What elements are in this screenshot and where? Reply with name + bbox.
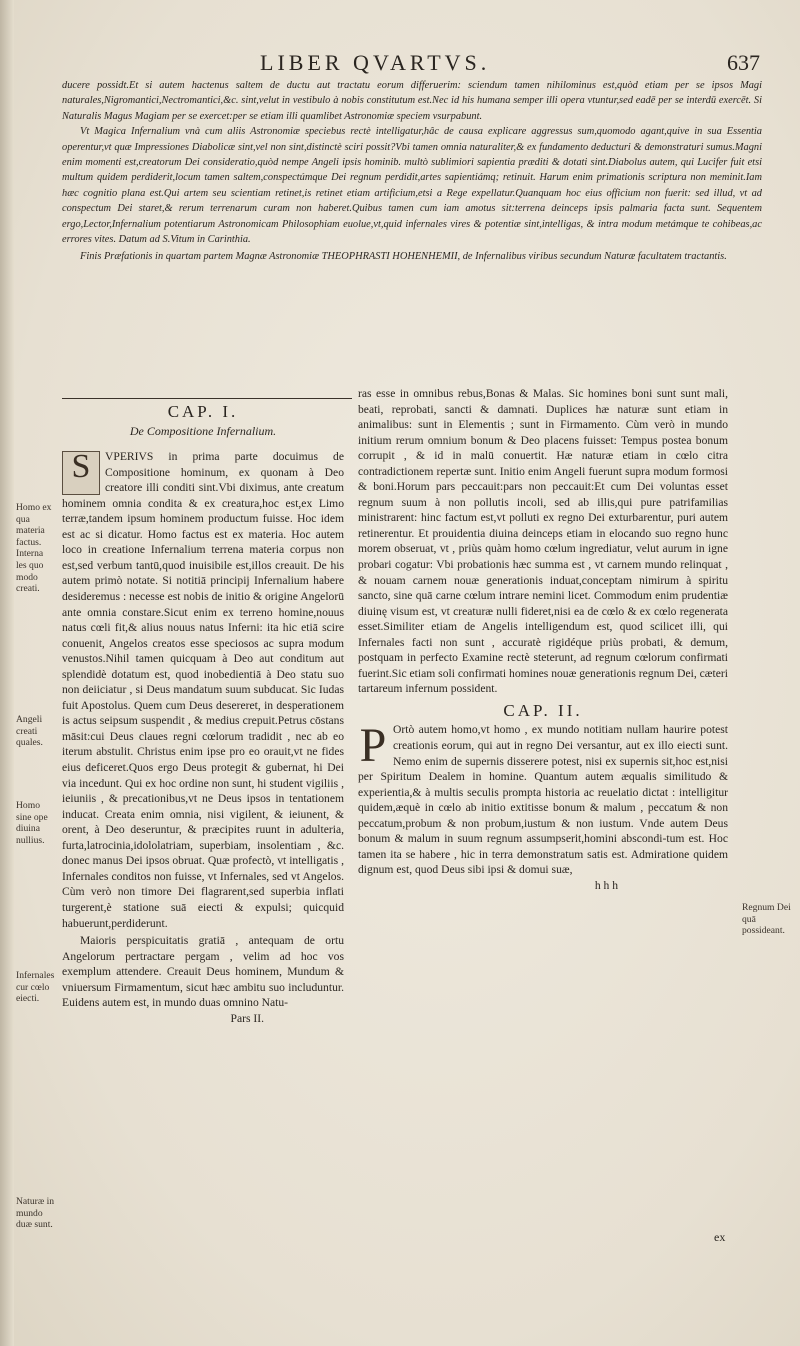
catchword-right: ex xyxy=(714,1230,726,1244)
chapter-body xyxy=(358,719,728,877)
preface-rubric: Finis Præfationis in quartam partem Magnæ Astronomiæ THEOPHRASTI HOHENHEMII, de Infernalibus viribus secundum Naturæ facultatem tractantis. xyxy=(80,251,727,263)
page-gutter-shadow xyxy=(0,0,14,1346)
preface-text xyxy=(62,78,762,265)
dropcap-initial: P xyxy=(359,719,387,773)
chapter-body xyxy=(62,449,344,931)
signature-mark: h h h xyxy=(594,878,618,892)
left-column xyxy=(62,404,344,1026)
running-head: LIBER QVARTVS. xyxy=(260,50,491,75)
right-column-body: ras esse in omnibus rebus,Bonas & Malas. Sic homines boni sunt sunt mali, beati, reprobati, sancti & damnati. Duplices hæ naturæ sunt etiam in animalibus: sunt in Elementis ; sunt in Firmamento. Cùm verò in mundo initium rerum omnium bonum & Deo placens fuisset: Tempus postea bonum corrupit , & id in malū conuertit. Hæ naturæ etiam in cœlo citra contradictionem repertæ sunt. Initio enim Angeli fuerunt supra modum formosi & boni.Horum pars peccauit:pars non peccauit:Et cum Dei voluntas esset regnum suum à non pollutis incoli, sed ab illis,qui pure patrifamilias ministrarent: hinc factum est,vt polluti ex regno Dei exturbarentur, puri autem retinerentur. Et prouidentia diuina deinceps etiam in elocando suo regno hunc morem obseruat, vt , priùs quàm homo cœlum ingrediatur, velut aurum in igne probari cogatur: Vbi probationis hæc summa est , vt carnem mundo relinquat , & nouam carnem nouæ generationis induat,conceptam nimirum à spiritu sancto, sine quā carne cœlum intrare nemini licet. Commodum enim prudentiæ diuinę visum est, vt creaturæ nulli fideret,nisi ea de cœlo & ex cœlo regenerata esset.Similiter etiam de Angelis intelligendum est, quod scilicet illi, qui Infernales facti non sunt , accuratè rigidéque priùs probati, & demum, postquam in perfecto Examine rectè steterunt, ad regnum cœlorum confirmati fuerint.Sic etiam soli confirmati homines nouæ generationis regnum Dei, cæteri tartareum infernum possident. xyxy=(358,387,728,696)
margin-note: Homo ex qua materia factus. Interna les quo modo creati. xyxy=(16,502,52,595)
catchword-left: Pars II. xyxy=(230,1011,264,1025)
dropcap-initial: S xyxy=(62,451,100,495)
chapter-body-text: VPERIVS in prima parte docuimus de Compositione hominum, ex quonam à Deo creatore illi conditi sint.Vbi diximus, ante creatum hominem omnia condita & ex creatura,hoc est,ex Limo terræ,tandem ipsum hominem productum fuisse. Hoc idem est ac si dicatur. Homo factus est ex materia. Hoc autem loco in creatione Infernalium terrena materia corpus non est,sed verbum tantū,quod inuisibile est,illos creauit. De his autem primò notate. Si notitiā principij Infernalium habere desideremus : necesse est nobis de initio & origine Angelorū ante omnia constare.Sicut enim ex terreno homine,nouus natus cœli fit,& alius nouus natus Inferni: ita hic etiā scire conuenit, Angelos creatos esse speciosos ac supra modum venustos.Nihil tamen quicquam à Deo aut conditum aut splendidè dotatum est, quod inobedientiā à Deo statu suo non deiiciatur , si Deus mandatum suum subducat. Sic Iudas fuit Apostolus. Quem cum Deus desereret, in desperationem is actus seipsum suspendit , & medius crepuit.Petrus cōstans māsit:cui Deus claues regni cœlorum tradidit , nec ab eo iterum abstulit. Christus enim ipse pro eo orauit,vt ne fides eius deficeret.Quos ergo Deus protegit & gubernat, hi Dei via incedunt. Qui ex hoc ordine non sunt, hi student vigiliis , ieiuniis , & precationibus,vt ne Deus ipsos in tentationem inducat. Creata enim omnia, nisi vigilent, & ieiunent, & orent, à Deo deseruntur, & præcipites ruunt in adulteria, furta,latrocinia,idololatriam, superbiam, insolentiam , &c. donec manus Dei ipsos obruat. Quæ profectò, vt intelligatis , Infernales conditos non fuisse, vt Infernales, sed vt Angelos. Cùm verò non timore Dei flagrarent,sed superbia inflati turgerent,è statione suā eiecti & expulsi; quicquid habuerunt,perdiderunt. xyxy=(62,450,344,930)
preface-paragraph: ducere possidt.Et si autem hactenus saltem de ductu aut tractatu eorum differuerim: sciendum tamen nihilominus est,quòd etiam per se ipsos Magi naturales,Nigromantici,Nectromantici,&c. sint,velut in vestibulo à nobis constitutum est.Nec id his humana semper illi opera vtuntur,sed eadē per se interdū exercēt. Si Naturalis Magus Magiam per se exercet:per se etiam illi quamlibet Astronomiæ speciem vsurpabunt. xyxy=(62,80,762,122)
margin-note: Angeli creati quales. xyxy=(16,714,43,749)
preface-paragraph: Vt Magica Infernalium vnà cum aliis Astronomiæ speciebus rectè intelligatur,hâc de causa explicare aggressus sum,quomodo agant,quive in sua Essentia operentur,vt quæ Impressiones Diabolicæ sint,vel non sint,distinctè sciri possit?Vbi tamen omnia naturaliter,& ex fundamento deducturi & demonstraturi sumus.Magni enim momenti est,creatorum Dei consideratio,quòd nempe Angeli ipsis hominib. multò sublimiori sapientia præditi & dotati sint.Diabolus autem, qui Lucifer fuit etsi multum quidem perdiderit,locum tamen saltem,conspectúmque Dei regnum perdidit,artes sapientiámq; retinuit. Harum enim primationis scriptura non meminit.Iam hæc cognitio plana est.Qui artem seu scientiam retinet,is retinet etiam artificium,etsi a Rege expellatur.Quanquam hoc eius officium non fuerit: sed illud, vt ad conspectum Dei staret,& rerum terrenarum curam non haberet.Quibus tamen cum iam amotus sit:terrena deinceps ipsis palmaria facta sunt. Sequentem ergo,Lector,Infernalium potentiarum Astronomicam Philosophiam euolue,vt,quid infernales vires & potentiæ sint,intelligas, & intra modum metámque te cohibeas,ac errores vites. Datum ad S.Vitum in Carinthia. xyxy=(62,126,762,246)
chapter-heading: CAP. I. xyxy=(167,402,239,421)
margin-note: Infernales cur cœlo eiecti. xyxy=(16,970,55,1005)
page-number: 637 xyxy=(727,50,760,75)
margin-note: Homo sine ope diuina nullius. xyxy=(16,800,48,846)
chapter-body-text: Ortò autem homo,vt homo , ex mundo notitiam nullam haurire potest creationis eorum, qui aut in regno Dei versantur, aut ex illo eiecti sunt. Nemo enim de supernis disserere potest, nisi ex supernis sit,hoc est,nisi per Spiritum Dealem in homine. Quantum autem æqualis similitudo & experientia,& à multis seculis prompta historia ac reuelatio dictat : intelligitur quidem,æquè in cœlo ab initio extitisse bonum & malum , peccatum & non peccatum,probum & non probum,iustum & non iustum. Vnde autem Deus bonum & malum in suum regnum assumpserit,homini abscondi-tum est. Hoc tamen ita se habere , hic in terra demonstratum satis est. Admiratione quidem dignum est, quod Deus sibi ipsi & domui suæ, xyxy=(358,723,728,877)
page-header xyxy=(60,50,760,78)
margin-note: Naturæ in mundo duæ sunt. xyxy=(16,1196,55,1231)
chapter-title: De Compositione Infernalium. xyxy=(129,423,277,438)
margin-note: Regnum Dei quā possideant. xyxy=(742,902,791,937)
chapter-body-paragraph: Maioris perspicuitatis gratiā , antequam de ortu Angelorum pertractare pergam , velim ad hoc vos exemplum attendere. Creauit Deus hominem, Mundum & vniuersum Firmamentum, sicut hæc ambitu suo includuntur. Euidens autem est, in mundo duas omnino Natu- xyxy=(62,934,344,1010)
right-column xyxy=(358,386,728,894)
column-rule-left xyxy=(62,398,352,399)
chapter-heading: CAP. II. xyxy=(503,700,583,720)
